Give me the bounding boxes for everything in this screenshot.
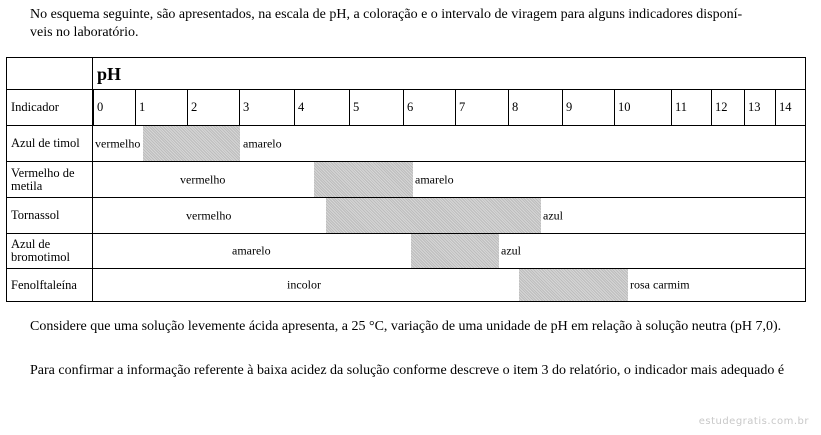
acid-color: vermelho [95,136,141,150]
ph-tick: 9 [562,90,614,125]
base-color: amarelo [415,172,454,186]
transition-range [314,162,413,197]
indicator-name: Azul de timol [7,126,93,161]
intro-line-2: veis no laboratório. [30,25,139,40]
ph-tick: 11 [671,90,711,125]
ph-header-row [7,58,805,90]
header-corner [7,58,93,89]
indicator-row [7,234,805,269]
question-paragraph-2: Para confirmar a informação referente à baixa acidez da solução conforme descreve o item 3 do relatório, o indicador mais adequado é [30,363,785,378]
ph-tick: 3 [239,90,294,125]
ph-tick: 6 [403,90,455,125]
ph-tick: 14 [775,90,805,125]
indicator-name: Azul de bromotimol [7,234,93,268]
base-color: amarelo [243,136,282,150]
transition-range [411,234,499,268]
transition-range [326,198,541,233]
ph-tick: 13 [744,90,775,125]
intro-text [30,6,810,42]
indicator-name: Tornassol [7,198,93,233]
indicator-row [7,162,805,198]
base-color: rosa carmim [630,277,690,292]
intro-line-1: No esquema seguinte, são apresentados, na escala de pH, a coloração e o intervalo de viragem para alguns indicadores disponí- [30,7,743,22]
ph-indicator-table [6,57,806,302]
acid-color: vermelho [180,172,226,186]
ph-tick: 5 [349,90,403,125]
ph-tick: 2 [187,90,239,125]
ph-tick: 10 [614,90,671,125]
acid-color: vermelho [186,208,232,222]
watermark: estudegratis.com.br [698,416,809,427]
ph-tick: 0 [93,90,139,125]
acid-color: amarelo [232,243,271,258]
question-paragraph-1: Considere que uma solução levemente ácida apresenta, a 25 °C, variação de uma unidade de pH em relação à solução neutra (pH 7,0). [30,319,782,334]
transition-range [143,126,240,161]
indicator-name: Vermelho de metila [7,162,93,197]
indicator-header: Indicador [7,90,93,125]
ph-scale-row [7,90,805,126]
ph-title: pH [97,64,122,84]
base-color: azul [501,243,521,258]
indicator-row [7,198,805,234]
ph-tick: 8 [508,90,562,125]
indicator-row [7,269,805,301]
base-color: azul [543,208,563,222]
indicator-name: Fenolftaleína [7,269,93,301]
acid-color: incolor [287,277,321,292]
transition-range [519,269,628,301]
ph-tick: 1 [135,90,187,125]
ph-tick: 7 [455,90,508,125]
indicator-row [7,126,805,162]
ph-tick: 12 [711,90,744,125]
ph-tick: 4 [294,90,349,125]
